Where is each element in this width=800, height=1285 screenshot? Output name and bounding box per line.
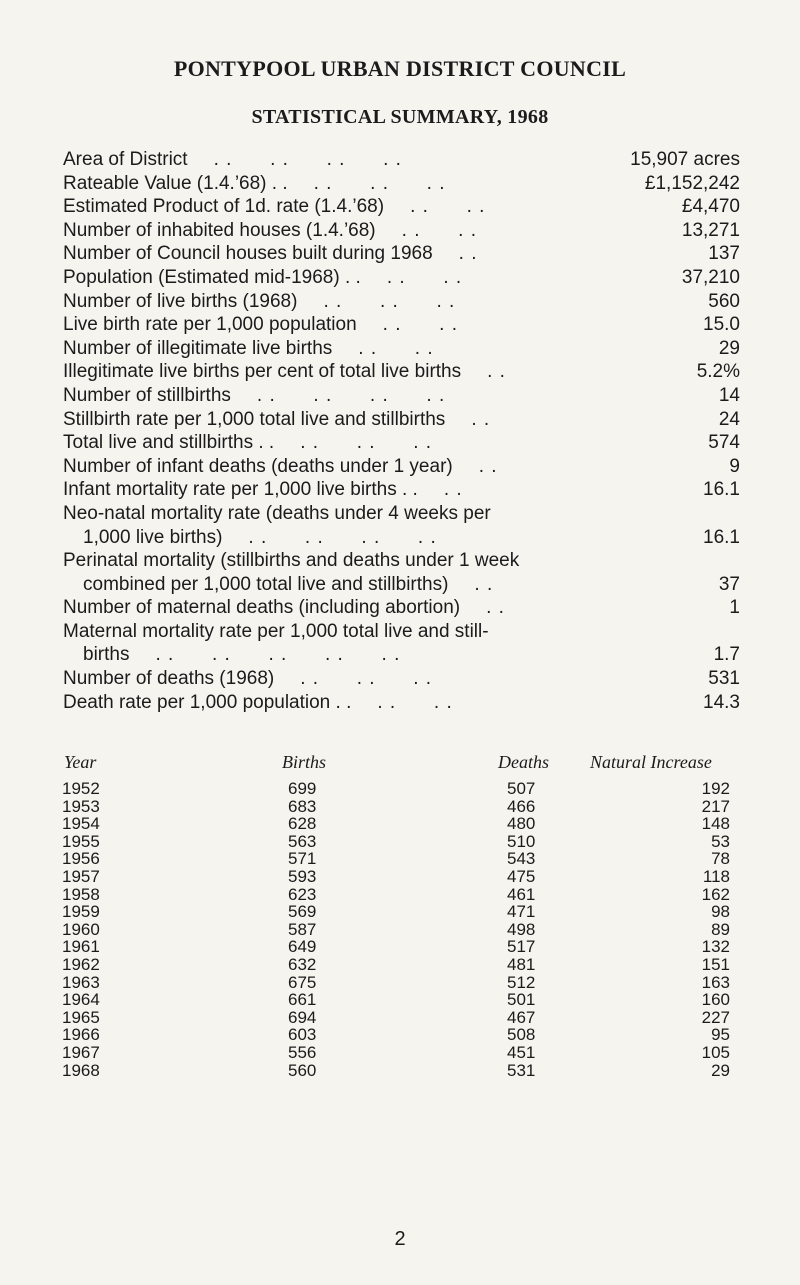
- cell-natural-increase: 151: [701, 954, 730, 974]
- cell-births: 694: [288, 1007, 317, 1027]
- summary-label: [63, 620, 630, 667]
- cell-natural-increase: 132: [701, 937, 730, 957]
- cell-year: 1965: [62, 1007, 100, 1027]
- summary-row: [63, 219, 740, 243]
- summary-label: [63, 219, 630, 243]
- summary-row: [63, 478, 740, 502]
- leader-dots: . . . .: [377, 691, 453, 713]
- leader-dots: . .: [458, 243, 478, 265]
- summary-label-text: Number of Council houses built during 1968: [63, 243, 433, 265]
- cell-births: 587: [288, 919, 317, 939]
- summary-label: [63, 242, 630, 266]
- table-row: [60, 798, 760, 816]
- summary-value: 5.2%: [696, 361, 740, 383]
- table-row: [60, 780, 760, 798]
- cell-births: 569: [288, 902, 317, 922]
- summary-value: 37,210: [681, 266, 740, 288]
- cell-births: 593: [288, 866, 317, 886]
- leader-dots: . . . . . . . . . .: [155, 644, 401, 666]
- cell-natural-increase: 217: [701, 796, 730, 816]
- cell-deaths: 451: [507, 1042, 536, 1062]
- summary-label-text: Number of deaths (1968): [63, 668, 275, 690]
- summary-label: [63, 384, 630, 408]
- summary-row: [63, 313, 740, 337]
- summary-row: [63, 549, 740, 596]
- summary-label: [63, 431, 630, 455]
- summary-row: [63, 691, 740, 715]
- cell-year: 1958: [62, 884, 100, 904]
- summary-label-continuation-text: combined per 1,000 total live and stillbirths): [83, 573, 449, 595]
- summary-label-text: Death rate per 1,000 population . .: [63, 691, 352, 713]
- page-number: 2: [394, 1228, 406, 1250]
- cell-deaths: 498: [507, 919, 536, 939]
- cell-year: 1964: [62, 990, 100, 1010]
- cell-births: 571: [288, 849, 317, 869]
- cell-year: 1962: [62, 954, 100, 974]
- summary-label: [63, 549, 630, 596]
- summary-value: 14: [718, 384, 740, 406]
- cell-deaths: 510: [507, 831, 536, 851]
- cell-natural-increase: 118: [702, 866, 730, 886]
- summary-label-text: Number of maternal deaths (including abortion): [63, 597, 461, 619]
- leader-dots: . . . .: [401, 219, 477, 241]
- summary-value: 560: [708, 290, 740, 312]
- cell-year: 1956: [62, 849, 100, 869]
- table-row: [60, 1026, 760, 1044]
- council-title: PONTYPOOL URBAN DISTRICT COUNCIL: [173, 56, 627, 81]
- cell-deaths: 512: [507, 972, 536, 992]
- cell-deaths: 481: [507, 954, 536, 974]
- summary-value: 14.3: [703, 691, 740, 713]
- summary-label: [63, 148, 630, 172]
- cell-year: 1954: [62, 814, 100, 834]
- leader-dots: . .: [486, 597, 505, 619]
- summary-value: 531: [708, 668, 740, 690]
- summary-label: [63, 195, 630, 219]
- table-row: [60, 815, 760, 833]
- summary-value: £4,470: [681, 196, 740, 218]
- summary-label: [63, 290, 630, 314]
- summary-value: 29: [718, 337, 740, 359]
- summary-value: 1.7: [713, 644, 740, 666]
- leader-dots: . . . .: [386, 266, 463, 288]
- summary-value: 16.1: [703, 526, 740, 548]
- summary-row: [63, 360, 740, 384]
- cell-births: 661: [288, 990, 317, 1010]
- summary-value: 9: [729, 455, 740, 477]
- cell-deaths: 475: [507, 866, 536, 886]
- summary-label: [63, 360, 630, 384]
- summary-row: [63, 596, 740, 620]
- summary-label: [63, 172, 630, 196]
- summary-value: 13,271: [681, 219, 740, 241]
- summary-row: [63, 431, 740, 455]
- cell-year: 1953: [62, 796, 100, 816]
- header-year: Year: [64, 752, 97, 772]
- table-row: [60, 956, 760, 974]
- table-row: [60, 1009, 760, 1027]
- summary-label: [63, 455, 630, 479]
- cell-births: 683: [288, 796, 317, 816]
- leader-dots: . . . . . .: [300, 668, 433, 690]
- cell-natural-increase: 89: [711, 919, 730, 939]
- summary-label: [63, 337, 630, 361]
- summary-value: 24: [718, 408, 740, 430]
- cell-year: 1966: [62, 1025, 100, 1045]
- leader-dots: . .: [478, 455, 498, 477]
- summary-row: [63, 384, 740, 408]
- cell-natural-increase: 162: [701, 884, 730, 904]
- summary-value: 37: [718, 573, 740, 595]
- summary-label-text: Population (Estimated mid-1968) . .: [63, 266, 361, 288]
- summary-row: [63, 620, 740, 667]
- cell-year: 1963: [62, 972, 100, 992]
- summary-label: [63, 596, 630, 620]
- summary-value: 16.1: [703, 479, 740, 501]
- cell-natural-increase: 78: [711, 849, 730, 869]
- cell-births: 563: [288, 831, 317, 851]
- cell-deaths: 531: [507, 1060, 536, 1080]
- summary-label-text: Number of illegitimate live births: [63, 337, 333, 359]
- cell-births: 556: [288, 1042, 317, 1062]
- cell-births: 699: [288, 779, 317, 798]
- summary-row: [63, 667, 740, 691]
- statistical-summary-list: [63, 148, 740, 714]
- table-row: [60, 974, 760, 992]
- cell-deaths: 480: [507, 814, 536, 834]
- table-row: [60, 1044, 760, 1062]
- summary-label-continuation: [63, 643, 630, 667]
- summary-label: [63, 313, 630, 337]
- cell-deaths: 517: [507, 937, 536, 957]
- summary-label-continuation-text: 1,000 live births): [83, 526, 223, 548]
- summary-label-text: Number of inhabited houses (1.4.’68): [63, 219, 376, 241]
- summary-label-text: Number of live births (1968): [63, 290, 298, 312]
- summary-label-text: Neo-natal mortality rate (deaths under 4 weeks per: [63, 502, 491, 524]
- table-row: [60, 903, 760, 921]
- summary-label: [63, 266, 630, 290]
- summary-value: 15,907 acres: [630, 149, 740, 170]
- summary-row: [63, 290, 740, 314]
- summary-value: 137: [708, 243, 740, 265]
- cell-year: 1961: [62, 937, 100, 957]
- leader-dots: . . . . . .: [300, 432, 433, 454]
- table-header-row: [60, 752, 760, 780]
- cell-year: 1960: [62, 919, 100, 939]
- cell-births: 675: [288, 972, 317, 992]
- summary-label-continuation: [63, 526, 630, 550]
- cell-year: 1959: [62, 902, 100, 922]
- cell-births: 560: [288, 1060, 317, 1080]
- cell-births: 603: [288, 1025, 317, 1045]
- cell-deaths: 466: [507, 796, 536, 816]
- summary-label-text: Infant mortality rate per 1,000 live births . .: [63, 479, 418, 501]
- cell-deaths: 501: [507, 990, 536, 1010]
- summary-label-text: Live birth rate per 1,000 population: [63, 314, 357, 336]
- summary-label-text: Maternal mortality rate per 1,000 total live and still-: [63, 620, 489, 642]
- summary-label: [63, 408, 630, 432]
- summary-value: £1,152,242: [644, 172, 740, 194]
- summary-label-text: Illegitimate live births per cent of total live births: [63, 361, 462, 383]
- cell-natural-increase: 227: [701, 1007, 730, 1027]
- table-row: [60, 938, 760, 956]
- summary-row: [63, 408, 740, 432]
- summary-label-continuation: [63, 573, 630, 597]
- table-row: [60, 868, 760, 886]
- table-body: [60, 780, 760, 1079]
- table-row: [60, 886, 760, 904]
- summary-label-text: Total live and stillbirths . .: [63, 432, 275, 454]
- cell-year: 1968: [62, 1060, 100, 1080]
- summary-value: 15.0: [703, 314, 740, 336]
- cell-natural-increase: 29: [711, 1060, 730, 1080]
- summary-label-text: Estimated Product of 1d. rate (1.4.’68): [63, 196, 385, 218]
- cell-natural-increase: 192: [701, 779, 730, 798]
- summary-label-text: Stillbirth rate per 1,000 total live and stillbirths: [63, 408, 446, 430]
- summary-row: [63, 455, 740, 479]
- cell-natural-increase: 98: [711, 902, 730, 922]
- summary-title: STATISTICAL SUMMARY, 1968: [251, 106, 549, 128]
- cell-deaths: 471: [507, 902, 536, 922]
- header-natural-increase: Natural Increase: [590, 752, 712, 772]
- cell-year: 1957: [62, 866, 100, 886]
- summary-label-text: Rateable Value (1.4.’68) . .: [63, 172, 288, 194]
- leader-dots: . . . . . . . .: [248, 526, 437, 548]
- summary-row: [63, 195, 740, 219]
- cell-natural-increase: 148: [701, 814, 730, 834]
- summary-label-continuation-text: births: [83, 644, 130, 666]
- cell-natural-increase: 105: [701, 1042, 730, 1062]
- summary-label: [63, 502, 630, 549]
- cell-births: 632: [288, 954, 317, 974]
- summary-label-text: Number of infant deaths (deaths under 1 year): [63, 455, 453, 477]
- summary-label-text: Perinatal mortality (stillbirths and deaths under 1 week: [63, 550, 520, 572]
- summary-row: [63, 266, 740, 290]
- cell-natural-increase: 160: [701, 990, 730, 1010]
- cell-deaths: 543: [507, 849, 536, 869]
- leader-dots: . .: [443, 479, 463, 501]
- summary-value: 574: [708, 432, 740, 454]
- cell-deaths: 467: [507, 1007, 536, 1027]
- leader-dots: . . . . . .: [323, 290, 456, 312]
- cell-year: 1967: [62, 1042, 100, 1062]
- summary-row: [63, 172, 740, 196]
- table-row: [60, 1062, 760, 1080]
- header-deaths: Deaths: [498, 752, 549, 772]
- summary-row: [63, 502, 740, 549]
- leader-dots: . . . .: [382, 314, 459, 336]
- leader-dots: . .: [487, 361, 506, 383]
- summary-value: 1: [729, 597, 740, 619]
- leader-dots: . . . . . . . .: [213, 149, 402, 170]
- cell-births: 649: [288, 937, 317, 957]
- summary-row: [63, 242, 740, 266]
- summary-row: [63, 337, 740, 361]
- summary-row: [63, 148, 740, 172]
- summary-label-text: Number of stillbirths: [63, 384, 231, 406]
- cell-deaths: 507: [507, 779, 536, 798]
- cell-births: 623: [288, 884, 317, 904]
- summary-label: [63, 478, 630, 502]
- table-row: [60, 850, 760, 868]
- leader-dots: . . . .: [358, 337, 434, 359]
- cell-natural-increase: 163: [701, 972, 730, 992]
- cell-year: 1955: [62, 831, 100, 851]
- cell-births: 628: [288, 814, 317, 834]
- table-row: [60, 991, 760, 1009]
- summary-label: [63, 667, 630, 691]
- births-deaths-table: [60, 752, 760, 1079]
- leader-dots: . .: [474, 573, 494, 595]
- cell-natural-increase: 95: [711, 1025, 730, 1045]
- summary-label: [63, 691, 630, 715]
- cell-year: 1952: [62, 779, 100, 798]
- table-row: [60, 833, 760, 851]
- table-row: [60, 921, 760, 939]
- header-births: Births: [282, 752, 327, 772]
- cell-natural-increase: 53: [711, 831, 730, 851]
- leader-dots: . . . .: [410, 196, 486, 218]
- summary-label-text: Area of District: [63, 149, 188, 170]
- leader-dots: . . . . . . . .: [256, 384, 446, 406]
- cell-deaths: 508: [507, 1025, 536, 1045]
- leader-dots: . . . . . .: [313, 172, 446, 194]
- leader-dots: . .: [471, 408, 491, 430]
- cell-deaths: 461: [507, 884, 536, 904]
